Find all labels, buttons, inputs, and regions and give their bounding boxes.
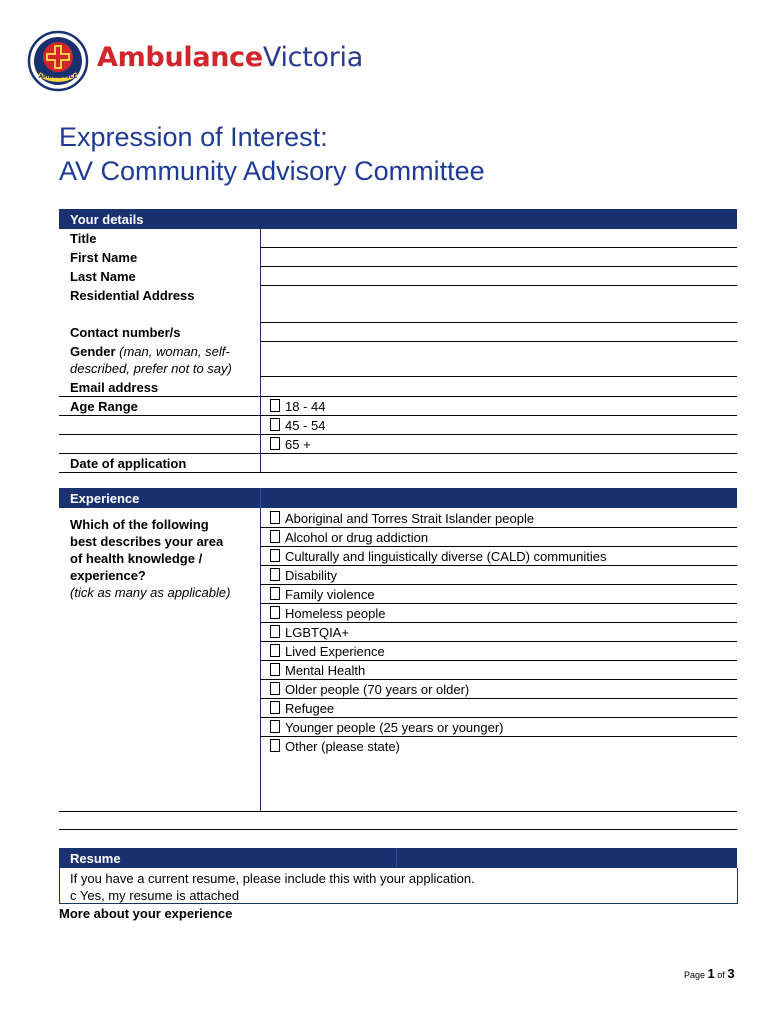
experience-option-disability[interactable]: Disability xyxy=(270,568,337,583)
experience-option-cald[interactable]: Culturally and linguistically diverse (CALD) communities xyxy=(270,549,607,564)
more-about-experience-heading: More about your experience xyxy=(59,906,233,921)
title-label: Title xyxy=(70,231,97,246)
resume-instructions: If you have a current resume, please include this with your application. xyxy=(70,871,475,886)
ambulance-victoria-logo xyxy=(27,30,89,92)
checkbox-icon[interactable] xyxy=(270,587,280,600)
experience-header: Experience xyxy=(59,488,737,508)
experience-option-alcohol-drug[interactable]: Alcohol or drug addiction xyxy=(270,530,428,545)
checkbox-icon[interactable] xyxy=(270,530,280,543)
residential-address-label: Residential Address xyxy=(70,288,195,303)
section-divider xyxy=(59,829,737,830)
experience-option-refugee[interactable]: Refugee xyxy=(270,701,334,716)
svg-text:AMBULANCE: AMBULANCE xyxy=(38,74,78,80)
age-range-label: Age Range xyxy=(70,399,138,414)
checkbox-icon[interactable] xyxy=(270,682,280,695)
checkbox-icon[interactable] xyxy=(270,568,280,581)
experience-question: Which of the following best describes your area of health knowledge / experience? (tick as many as applicable) xyxy=(70,517,231,600)
experience-option-homeless[interactable]: Homeless people xyxy=(270,606,385,621)
gender-hint: described, prefer not to say) xyxy=(70,361,232,376)
checkbox-icon[interactable] xyxy=(270,625,280,638)
checkbox-icon[interactable] xyxy=(270,663,280,676)
checkbox-icon[interactable] xyxy=(270,399,280,412)
age-option-18-44[interactable]: 18 - 44 xyxy=(270,399,325,414)
experience-option-mental-health[interactable]: Mental Health xyxy=(270,663,365,678)
experience-option-lgbtqia[interactable]: LGBTQIA+ xyxy=(270,625,349,640)
date-of-application-label: Date of application xyxy=(70,456,187,471)
checkbox-icon[interactable] xyxy=(270,739,280,752)
first-name-label: First Name xyxy=(70,250,138,265)
checkbox-icon[interactable] xyxy=(270,418,280,431)
checkbox-icon[interactable] xyxy=(270,511,280,524)
experience-option-older-people[interactable]: Older people (70 years or older) xyxy=(270,682,469,697)
age-option-45-54[interactable]: 45 - 54 xyxy=(270,418,325,433)
checkbox-icon[interactable] xyxy=(270,549,280,562)
resume-attached-checkbox[interactable]: c Yes, my resume is attached xyxy=(70,888,240,903)
checkbox-icon[interactable] xyxy=(270,720,280,733)
resume-header: Resume xyxy=(59,848,737,868)
checkbox-icon[interactable] xyxy=(270,701,280,714)
gender-label: Gender (man, woman, self- xyxy=(70,344,230,359)
brand-victoria: Victoria xyxy=(262,42,363,73)
checkbox-icon[interactable] xyxy=(270,644,280,657)
checkbox-icon[interactable] xyxy=(270,437,280,450)
experience-option-aboriginal[interactable]: Aboriginal and Torres Strait Islander people xyxy=(270,511,534,526)
your-details-header: Your details xyxy=(59,209,737,229)
page-title: Expression of Interest: AV Community Advisory Committee xyxy=(59,122,485,186)
age-option-65-plus[interactable]: 65 + xyxy=(270,437,311,452)
brand-wordmark xyxy=(97,42,363,73)
checkbox-icon[interactable] xyxy=(270,606,280,619)
experience-option-lived-experience[interactable]: Lived Experience xyxy=(270,644,385,659)
experience-option-family-violence[interactable]: Family violence xyxy=(270,587,375,602)
contact-number-label: Contact number/s xyxy=(70,325,181,340)
page-number: Page 1 of 3 xyxy=(684,966,735,981)
last-name-label: Last Name xyxy=(70,269,136,284)
experience-option-younger-people[interactable]: Younger people (25 years or younger) xyxy=(270,720,504,735)
email-label: Email address xyxy=(70,380,159,395)
brand-ambulance: Ambulance xyxy=(97,42,263,73)
experience-option-other[interactable]: Other (please state) xyxy=(270,739,400,754)
